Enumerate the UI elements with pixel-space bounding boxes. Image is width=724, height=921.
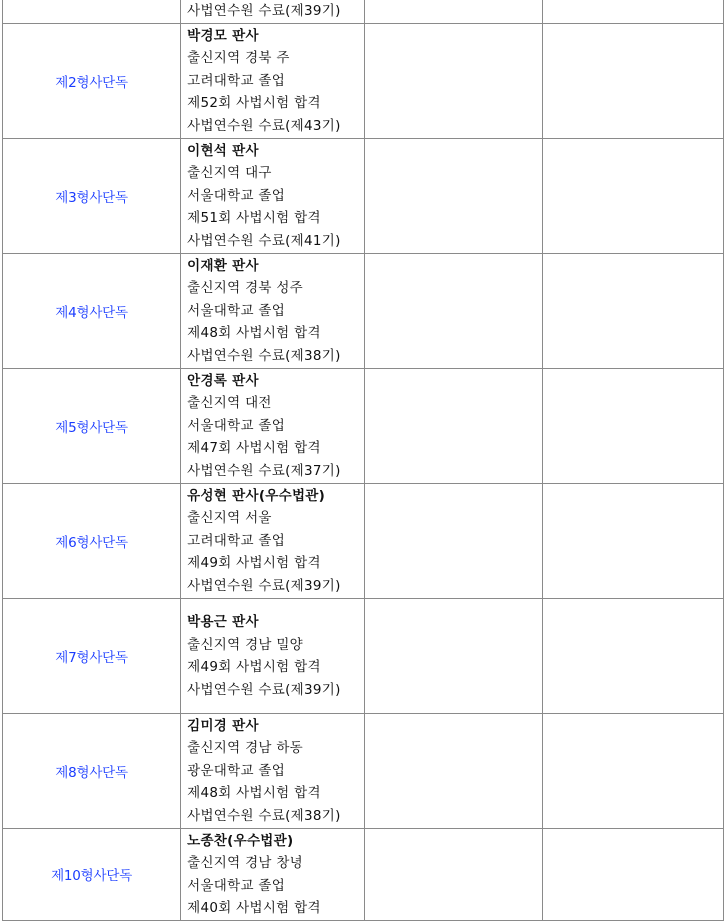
origin-line: 출신지역 서울 <box>187 510 272 527</box>
exam-line: 제51회 사법시험 합격 <box>187 210 321 227</box>
judge-name: 이현석 판사 <box>187 142 259 159</box>
judge-info-cell <box>181 598 365 713</box>
empty-cell <box>364 713 542 828</box>
exam-line: 제49회 사법시험 합격 <box>187 659 321 675</box>
judge-info-cell <box>181 483 365 598</box>
judge-info-cell <box>181 0 365 23</box>
empty-cell <box>542 828 723 920</box>
judge-name: 유성현 판사(우수법관) <box>187 487 326 504</box>
empty-cell <box>542 368 723 483</box>
dept-link[interactable]: 제4형사단독 <box>55 304 128 321</box>
table-row <box>3 23 724 138</box>
exam-line: 제49회 사법시험 합격 <box>187 555 321 572</box>
empty-cell <box>542 713 723 828</box>
exam-line: 제47회 사법시험 합격 <box>187 440 321 457</box>
dept-cell <box>3 253 181 368</box>
empty-cell <box>542 138 723 253</box>
judge-info-cell <box>181 23 365 138</box>
empty-cell <box>364 483 542 598</box>
education-line: 광운대학교 졸업 <box>187 762 286 779</box>
dept-link[interactable]: 제5형사단독 <box>55 419 128 436</box>
empty-cell <box>542 253 723 368</box>
dept-cell <box>3 598 181 713</box>
dept-cell <box>3 368 181 483</box>
table-row <box>3 368 724 483</box>
training-line: 사법연수원 수료(제38기) <box>187 347 341 364</box>
training-line: 사법연수원 수료(제43기) <box>187 117 341 134</box>
judge-info-cell <box>181 828 365 920</box>
dept-link[interactable]: 제8형사단독 <box>55 764 128 781</box>
judge-name: 박경모 판사 <box>187 27 259 44</box>
education-line: 고려대학교 졸업 <box>187 532 286 549</box>
training-line: 사법연수원 수료(제37기) <box>187 462 341 479</box>
dept-cell <box>3 713 181 828</box>
judge-name: 박용근 판사 <box>187 614 259 630</box>
empty-cell <box>364 253 542 368</box>
empty-cell <box>364 23 542 138</box>
empty-cell <box>364 0 542 23</box>
table-row <box>3 138 724 253</box>
education-line: 서울대학교 졸업 <box>187 302 286 319</box>
table-row <box>3 598 724 713</box>
dept-cell <box>3 23 181 138</box>
training-line: 사법연수원 수료(제41기) <box>187 232 341 249</box>
exam-line: 제52회 사법시험 합격 <box>187 95 321 112</box>
exam-line: 제48회 사법시험 합격 <box>187 785 321 802</box>
education-line: 서울대학교 졸업 <box>187 877 286 894</box>
dept-link[interactable]: 제2형사단독 <box>55 74 128 91</box>
dept-link[interactable]: 제7형사단독 <box>55 649 128 666</box>
judge-roster-table <box>2 0 724 921</box>
empty-cell <box>364 828 542 920</box>
dept-link[interactable]: 제3형사단독 <box>55 189 128 206</box>
exam-line: 제48회 사법시험 합격 <box>187 325 321 342</box>
table-row <box>3 253 724 368</box>
dept-link[interactable]: 제6형사단독 <box>55 534 128 551</box>
dept-link[interactable]: 제10형사단독 <box>51 868 133 884</box>
education-line: 서울대학교 졸업 <box>187 417 286 434</box>
judge-name: 노종찬(우수법관) <box>187 832 294 849</box>
table-row <box>3 713 724 828</box>
origin-line: 출신지역 경북 성주 <box>187 280 304 297</box>
judge-info-cell <box>181 713 365 828</box>
table-row <box>3 0 724 23</box>
judge-name: 이재환 판사 <box>187 257 259 274</box>
origin-line: 출신지역 경북 주 <box>187 50 290 67</box>
training-line: 사법연수원 수료(제39기) <box>187 577 341 594</box>
education-line: 고려대학교 졸업 <box>187 72 286 89</box>
training-line: 사법연수원 수료(제38기) <box>187 807 341 824</box>
origin-line: 출신지역 경남 창녕 <box>187 855 304 871</box>
dept-cell <box>3 828 181 920</box>
judge-name: 안경록 판사 <box>187 372 259 389</box>
empty-cell <box>364 138 542 253</box>
empty-cell <box>364 598 542 713</box>
exam-line: 제40회 사법시험 합격 <box>187 900 321 916</box>
dept-cell <box>3 0 181 23</box>
judge-name: 김미경 판사 <box>187 717 259 734</box>
empty-cell <box>542 0 723 23</box>
origin-line: 출신지역 경남 밀양 <box>187 636 304 653</box>
empty-cell <box>542 23 723 138</box>
training-line: 사법연수원 수료(제39기) <box>187 681 341 698</box>
table-row <box>3 828 724 920</box>
dept-cell <box>3 138 181 253</box>
judge-info-cell <box>181 253 365 368</box>
empty-cell <box>542 598 723 713</box>
origin-line: 출신지역 경남 하동 <box>187 740 304 757</box>
judge-info-cell <box>181 138 365 253</box>
empty-cell <box>364 368 542 483</box>
education-line: 서울대학교 졸업 <box>187 187 286 204</box>
table-row <box>3 483 724 598</box>
judge-info-cell <box>181 368 365 483</box>
empty-cell <box>542 483 723 598</box>
origin-line: 출신지역 대전 <box>187 395 272 412</box>
origin-line: 출신지역 대구 <box>187 165 272 182</box>
dept-cell <box>3 483 181 598</box>
training-line: 사법연수원 수료(제39기) <box>187 3 341 19</box>
